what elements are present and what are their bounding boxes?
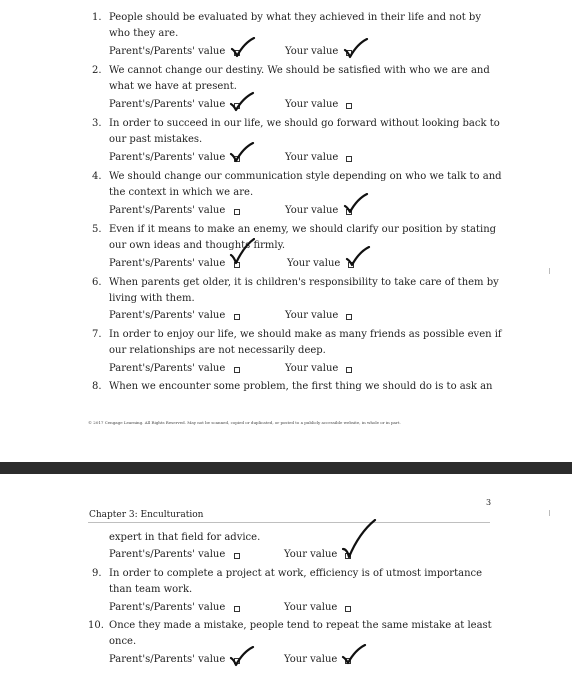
your-value-label: Your value	[285, 310, 339, 321]
page-separator	[0, 462, 572, 474]
parent-value-checkbox[interactable]	[234, 156, 240, 162]
parent-value-field[interactable]	[109, 549, 225, 560]
question-number: 5.	[92, 224, 102, 235]
your-value-label: Your value	[285, 46, 339, 57]
your-value-label: Your value	[285, 363, 339, 374]
question-text-line: We should change our communication style depending on who we talk to and	[109, 171, 502, 182]
your-value-field[interactable]	[285, 152, 338, 163]
scan-mark	[549, 268, 550, 274]
your-value-checkbox[interactable]	[346, 50, 352, 56]
checkmark-icon	[229, 646, 255, 668]
parent-value-checkbox[interactable]	[234, 658, 240, 664]
question-number: 6.	[92, 277, 102, 288]
scan-mark	[549, 510, 550, 516]
page-number: 3	[486, 498, 492, 507]
parent-value-label: Parent's/Parents' value	[109, 46, 226, 57]
your-value-field[interactable]	[285, 310, 338, 321]
question-text-line: the context in which we are.	[109, 187, 254, 198]
your-value-field[interactable]	[287, 258, 340, 269]
question-text-line: In order to complete a project at work, efficiency is of utmost importance	[109, 568, 483, 579]
your-value-label: Your value	[285, 205, 339, 216]
question-text-line: People should be evaluated by what they achieved in their life and not by	[109, 12, 481, 23]
question-number: 3.	[92, 118, 102, 129]
checkmark-icon	[229, 91, 255, 113]
question-number: 10.	[88, 620, 104, 631]
parent-value-label: Parent's/Parents' value	[109, 258, 226, 269]
copyright-footer: © 2017 Cengage Learning. All Rights Reserved. May not be scanned, copied or duplicated, or posted to a publicly accessible website, in whole or in part.	[88, 420, 401, 425]
parent-value-checkbox[interactable]	[234, 50, 240, 56]
question-number: 9.	[92, 568, 102, 579]
question-number: 8.	[92, 381, 102, 392]
question-text-line: expert in that field for advice.	[109, 532, 261, 543]
parent-value-field[interactable]	[109, 205, 225, 216]
parent-value-checkbox[interactable]	[234, 103, 240, 109]
parent-value-field[interactable]	[109, 258, 225, 269]
parent-value-field[interactable]	[109, 654, 225, 665]
checkmark-icon	[343, 38, 369, 60]
parent-value-checkbox[interactable]	[234, 209, 240, 215]
question-text-line: what we have at present.	[109, 81, 237, 92]
your-value-label: Your value	[284, 549, 338, 560]
worksheet-page-2	[0, 474, 572, 682]
your-value-label: Your value	[287, 258, 341, 269]
parent-value-field[interactable]	[109, 310, 225, 321]
parent-value-label: Parent's/Parents' value	[109, 549, 226, 560]
question-text-line: When we encounter some problem, the first thing we should do is to ask an	[109, 381, 493, 392]
your-value-field[interactable]	[285, 46, 338, 57]
parent-value-field[interactable]	[109, 363, 225, 374]
your-value-field[interactable]	[285, 363, 338, 374]
question-text-line: our own ideas and thoughts firmly.	[109, 240, 286, 251]
your-value-field[interactable]	[284, 602, 337, 613]
question-text-line: We cannot change our destiny. We should be satisfied with who we are and	[109, 65, 490, 76]
parent-value-label: Parent's/Parents' value	[109, 99, 226, 110]
your-value-checkbox[interactable]	[346, 209, 352, 215]
question-text-line: our past mistakes.	[109, 134, 203, 145]
parent-value-label: Parent's/Parents' value	[109, 363, 226, 374]
parent-value-checkbox[interactable]	[234, 553, 240, 559]
checkmark-icon	[229, 142, 255, 164]
parent-value-label: Parent's/Parents' value	[109, 654, 226, 665]
your-value-checkbox[interactable]	[345, 606, 351, 612]
parent-value-label: Parent's/Parents' value	[109, 152, 226, 163]
your-value-field[interactable]	[284, 654, 337, 665]
question-text-line: In order to enjoy our life, we should make as many friends as possible even if	[109, 329, 502, 340]
question-text-line: who they are.	[109, 28, 179, 39]
question-text-line: living with them.	[109, 293, 195, 304]
parent-value-field[interactable]	[109, 602, 225, 613]
your-value-field[interactable]	[284, 549, 337, 560]
question-number: 1.	[92, 12, 102, 23]
parent-value-label: Parent's/Parents' value	[109, 602, 226, 613]
question-number: 2.	[92, 65, 102, 76]
chapter-header: Chapter 3: Enculturation	[89, 510, 204, 520]
your-value-label: Your value	[284, 654, 338, 665]
your-value-field[interactable]	[285, 205, 338, 216]
parent-value-field[interactable]	[109, 99, 225, 110]
parent-value-label: Parent's/Parents' value	[109, 310, 226, 321]
your-value-checkbox[interactable]	[346, 156, 352, 162]
question-text-line: In order to succeed in our life, we should go forward without looking back to	[109, 118, 500, 129]
your-value-label: Your value	[285, 152, 339, 163]
parent-value-field[interactable]	[109, 46, 225, 57]
parent-value-checkbox[interactable]	[234, 262, 240, 268]
your-value-checkbox[interactable]	[348, 262, 354, 268]
question-text-line: Even if it means to make an enemy, we should clarify our position by stating	[109, 224, 497, 235]
question-text-line: once.	[109, 636, 137, 647]
parent-value-label: Parent's/Parents' value	[109, 205, 226, 216]
question-number: 4.	[92, 171, 102, 182]
parent-value-checkbox[interactable]	[234, 314, 240, 320]
your-value-label: Your value	[285, 99, 339, 110]
parent-value-checkbox[interactable]	[234, 367, 240, 373]
your-value-checkbox[interactable]	[346, 103, 352, 109]
question-text-line: Once they made a mistake, people tend to repeat the same mistake at least	[109, 620, 492, 631]
parent-value-field[interactable]	[109, 152, 225, 163]
question-text-line: than team work.	[109, 584, 193, 595]
your-value-label: Your value	[284, 602, 338, 613]
parent-value-checkbox[interactable]	[234, 606, 240, 612]
question-number: 7.	[92, 329, 102, 340]
your-value-checkbox[interactable]	[345, 553, 351, 559]
your-value-checkbox[interactable]	[345, 658, 351, 664]
header-rule	[88, 522, 490, 523]
your-value-checkbox[interactable]	[346, 314, 352, 320]
your-value-checkbox[interactable]	[346, 367, 352, 373]
question-text-line: our relationships are not necessarily deep.	[109, 345, 326, 356]
your-value-field[interactable]	[285, 99, 338, 110]
question-text-line: When parents get older, it is children's responsibility to take care of them by	[109, 277, 499, 288]
